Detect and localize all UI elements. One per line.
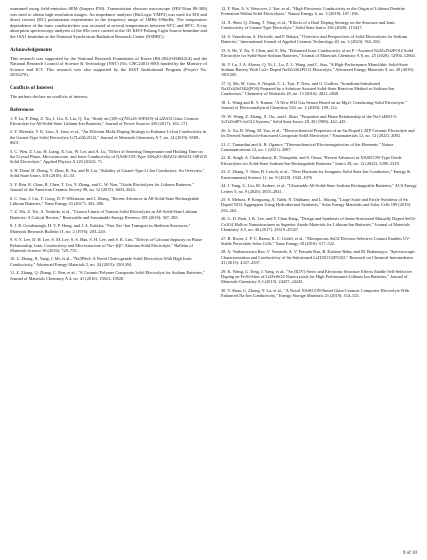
acknowledgements-text: This research was supported by the National Research Foundation of Korea (RS-2024-00404414) and the National Research Council of Science & Technology (NST) (No. CRC24011-000) funded by the Ministry of Science and ICT. This research was also supported by the KIST Institutional Program (Project No. 2E33270). [10, 55, 207, 78]
reference-item: 8. J. B. Goodenough, H. Y. P. Hong, and J. A. Kafalas, "Fast Na+-Ion Transport in Skeleton Structures," Materials Research Bulletin 11, no. 2 (1976): 203–220. [10, 223, 191, 234]
reference-item: 24. J. Yang, G. Liu, M. Avdeev, et al., "Ultrastable All-Solid-State Sodium Rechargeable Batteries," ACS Energy Letters 5, no. 9 (2020): 2835–2841. [221, 183, 417, 194]
reference-item: 12. F. Han, A. S. Westover, J. Yue, et al., "High Electronic Conductivity as the Origin of Lithium Dendrite Formation Within Solid Electrolytes," Nature Energy 4, no. 3 (2019): 187–196. [221, 6, 406, 17]
page-number: 9 of 10 [402, 551, 417, 556]
reference-item: 4. H. Duan, H. Zheng, Y. Zhou, B. Xu, and H. Liu, "Stability of Garnet-Type Li Ion Conductors: An Overview," Solid State Ionics 318 (2018): 45–53. [10, 167, 205, 179]
reference-item: 9. S. Y. Lee, D. H. Lee, S. M. Lee, S. S. Han, S. H. Lee, and S. K. Lim, "Effects of Calcium Impurity on Phase Relationship, Ionic Conductivity and Microstructure of Na+-β/β"-Alumina Solid Electrolyte," Bulletin of Materials Science 39 (2016): 729–735. [10, 237, 203, 253]
reference-item: 6. C. Sun, J. Liu, Y. Gong, D. P. Wilkinson, and J. Zhang, "Recent Advances in All-Solid-State Rechargeable Lithium Batteries," Nano Energy 33 (2017): 363–386. [10, 195, 199, 206]
reference-item: 29. K. Wang, G. Teng, J. Yang, et al., "Sn (II,IV) Steric and Electronic Structure Effects Enable Self-Selective Doping on Fe/Si-Sites of Li2FeSiO4 Nanocrystals for High Performance Lithium Ion Batteries," Journal of Materials Chemistry A 3 (2015): 24437–24445. [221, 268, 412, 285]
reference-item: 5. Y. Ren, K. Chen, R. Chen, T. Liu, Y. Zhang, and C. W. Nan, "Oxide Electrolytes for Lithium Batteries," Journal of the American Ceramic Society 98, no. 12 (2015): 3603–3623. [10, 181, 195, 193]
reference-item: 30. Y. Shao, G. Zhong, Y. Lu, et al., "A Novel NASICON-Based Glass-Ceramic Composite Electrolyte With Enhanced Na-Ion Conductivity," Energy Storage Materials 23 (2019): 514–521. [221, 287, 410, 299]
reference-item: 21. C. Tantardini and A. R. Oganov, "Thermochemical Electronegativities of the Elements," Nature Communications 12, no. 1 (2021): 2087. [221, 141, 394, 152]
reference-item: 27. B. Roose, J. P. C. Baena, K. C. Gödel, et al., "Mesoporous SnO2 Electron Selective Contact Enables UV-Stable Perovskite Solar Cells," Nano Energy 30 (2016): 517–522. [221, 235, 411, 246]
acknowledgements-heading: Acknowledgements [10, 46, 53, 53]
reference-item: 3. C. Wen, Z. Luo, H. Liang, X. Liu, W. Lei, and A. Lu, "Effect of Sintering Temperature and Holding Time on the Crystal Phase, Microstructure, and Ionic Conductivity of NASICON-Type 33Na2O-40ZrO2-40SiO2-10P2O5 Solid Electrolyte," Applied Physics A 128 (2022): 71. [10, 148, 207, 165]
conflicts-heading: Conflicts of Interest [10, 84, 54, 91]
reference-item: 10. L. Zhang, K. Yang, J. Mi, et al., "Na3PSe4: A Novel Chalcogenide Solid Electrolyte With High Ionic Conductivity," Advanced Energy Materials 5, no. 24 (2015): 1501294. [10, 256, 192, 267]
reference-item: 17. Q. Ma, M. Guin, S. Naqash, C. L. Tsai, F. Tietz, and O. Guillon, "Scandium-Substituted Na3Zr2(SiO4)2(PO4) Prepared by a Solution-Assisted Solid-State Reaction Method as Sodium-Ion Conductors," Chemistry of Materials 28, no. 13 (2016): 4821–4828. [221, 80, 395, 97]
reference-item: 20. A. Xu, R. Wang, M. Yao, et al., "Electrochemical Properties of an Sn-Doped LATP Ceramic Electrolyte and Its Derived Sandwich-Structured Composite Solid Electrolyte," Nanomaterials 12, no. 12 (2022): 2082. [221, 127, 415, 139]
right-column [221, 6, 418, 302]
reference-item: 13. X. Shen, Q. Zhang, T. Ning, et al., "Effects of a Dual Doping Strategy on the Structure and Ionic Conductivity of Garnet-Type Electrolyte," Solid State Ionics 356 (2020): 115427. [221, 19, 396, 31]
reference-item: 1. P. Lu, P. Ding, Z. Xu, J. Liu, X. Liu, Q. Xu, "Study on (100-x)(70Li2S·30P2S5)-xLi2ZrO3 Glass Ceramic Electrolyte for All-Solid-State Lithium-Ion Batteries," Journal of Power Sources 356 (2017): 163–171. [10, 115, 199, 126]
left-column [10, 6, 207, 284]
reference-item: 23. Z. Zhang, Y. Shao, B. Lotsch, et al., "New Horizons for Inorganic Solid State Ion Conductors," Energy & Environmental Science 11, no. 8 (2018): 1945–1976. [221, 169, 411, 180]
reference-item: 11. Z. Zhang, Q. Zhang, C. Ren, et al., "A Ceramic/Polymer Composite Solid Electrolyte for Sodium Batteries," Journal of Materials Chemistry A 4, no. 41 (2016): 15823–15828. [10, 270, 205, 281]
reference-item: 22. K. Singh, A. Chakraborty, R. Thirupathi, and S. Omar, "Recent Advances in NASICON-Type Oxide Electrolytes for Solid-State Sodium-Ion Rechargeable Batteries," Ionics 28, no. 12 (2022): 5289–5319. [221, 155, 402, 166]
reference-item: 19. W. Wang, Z. Zhang, X. Ou., and J. Zhao, "Properties and Phase Relationship of the Na1-xH2O-3-3xTi2Si4P3-2xO12 System," Solid State Ionics 28–30 (1988): 442–445. [221, 113, 398, 125]
reference-item: 16. Y. Lu, J. A. Alonso, Q. Yi, L. Lu, Z. L. Wang, and C. Sun, "A High-Performance Monolithic Solid-State Sodium Battery With Ca2+ Doped Na3Zr2Si2PO12 Electrolyte," Advanced Energy Materials 9, no. 28 (2019): 1901205. [221, 61, 415, 78]
references-list-left [10, 116, 207, 281]
reference-item: 14. S. Vasudevan, S. Dwivedi, and P. Balaya, "Overview and Perspectives of Solid Electrolytes for Sodium Batteries," International Journal of Applied Ceramic Technology 20, no. 2 (2023): 563–584. [221, 33, 408, 45]
reference-item: 28. A. Venkateswara Rao, V. Veeraiah, A. V. Prasada Rao, B. Kishore Babu, and M. Brahmayya, "Spectroscopic Characterization and Conductivity of Sn-Substituted Li4Ti5O12(PO4)3," Research on Chemical Intermediates 41 (2015): 4327–4337. [221, 249, 416, 266]
reference-item: 7. Z. Wu, Z. Xie, A. Yoshida, et al., "Utmost Limits of Various Solid Electrolytes in All-Solid-State Lithium Batteries: A Critical Review," Renewable and Sustainable Energy Reviews 109 (2019): 367–385. [10, 209, 198, 220]
document-page [10, 6, 418, 554]
reference-item: 18. L. Wang and R. V. Kumar, "A New SO2 Gas Sensor Based on an Mg2+ Conducting Solid Electrolyte," Journal of Electroanalytical Chemistry 543, no. 2 (2003): 109–114. [221, 99, 407, 111]
references-list-right [221, 6, 418, 299]
reference-item: 26. G. D. Park, J. K. Lee, and Y. Chan Kang, "Design and Synthesis of Janus-Structured Mutually Doped SnO2-Co3O4 Hollow Nanostructures as Superior Anode Materials for Lithium-Ion Batteries," Journal of Materials Chemistry A 5, no. 48 (2017): 25319–25327. [221, 216, 417, 232]
reference-item: 25. S. Mehraz, P. Kongsong, A. Taleb, N. Dokhane, and L. Sikong, "Large Scale and Facile Synthesis of Sn Doped TiO2 Aggregates Using Hydrothermal Synthesis," Solar Energy Materials and Solar Cells 189 (2019): 254–262. [221, 197, 412, 213]
methods-paragraph: examined using field-emission SEM (Inspect F50). Transmission electron microscope (FEI-Titan 80-300) was used to obtain high-resolution images. An impedance analyzer (BioLogic VMP3) was used for EIS and direct current (DC) polarization experiments in the frequency range of 1MHz-100mHz. The temperature dependence of the ionic conductivities was accessed at several temperatures between 30°C and 80°C. X-ray absorption spectroscopy analyses of the SEs were carried at the 1D KIST-Pohang Light Source beamline and the 10A1 beamline at the National Synchrotron Radiation Research Center (NSRRC). [10, 6, 207, 39]
conflicts-text: The authors declare no conflicts of interest. [10, 93, 89, 99]
reference-item: 15. S. He, Y. Xu, Y. Chen, and X. Ma, "Enhanced Ionic Conductivity of an F−-Assisted Na3Zr2Si2PO12 Solid Electrolyte for Solid-State Sodium Batteries," Journal of Materials Chemistry A 8, no. 25 (2020): 12594–12602. [221, 47, 416, 58]
references-heading: References [10, 106, 34, 113]
reference-item: 2. Y. Meesala, Y. K. Liao, A. Jena, et al., "An Efficient Multi-Doping Strategy to Enhance Li-Ion Conductivity in the Garnet-Type Solid Electrolyte Li7La3Zr2O12," Journal of Materials Chemistry A 7, no. 14 (2019): 8589–8601. [10, 129, 207, 146]
